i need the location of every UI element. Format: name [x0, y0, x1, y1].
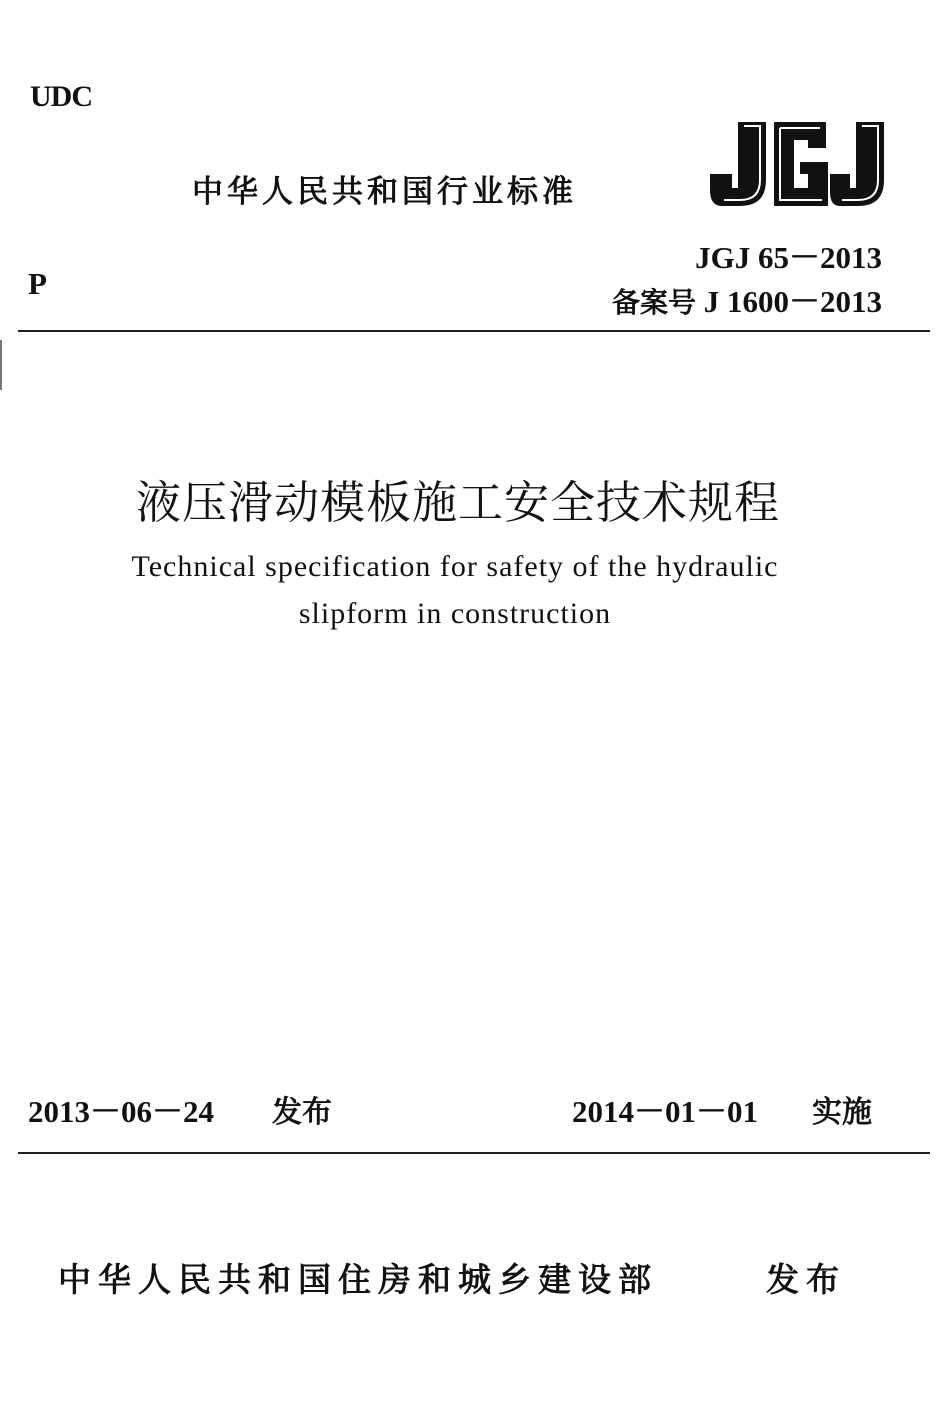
record-label: 备案号 [611, 286, 696, 319]
scan-edge-mark [0, 340, 2, 390]
logo-letter-j1 [710, 122, 766, 206]
udc-label: UDC [30, 80, 92, 113]
logo-letter-g [774, 122, 828, 206]
record-number: J 1600－2013 [703, 284, 882, 319]
record-number-line [612, 276, 882, 321]
title-english-line1: Technical specification for safety of the hydraulic [131, 550, 779, 583]
jgj-logo [708, 118, 888, 210]
publisher-name: 中华人民共和国住房和城乡建设部 [58, 1260, 658, 1299]
implement-label: 实施 [812, 1095, 872, 1130]
industry-standard-heading: 中华人民共和国行业标准 [192, 174, 577, 210]
implement-date: 2014－01－01 [572, 1094, 758, 1129]
title-chinese: 液压滑动模板施工安全技术规程 [135, 476, 780, 529]
title-english-line2: slipform in construction [298, 597, 612, 630]
publisher-action: 发布 [766, 1260, 846, 1299]
top-divider [18, 330, 930, 332]
issue-date: 2013－06－24 [28, 1094, 214, 1129]
logo-letter-j2 [830, 122, 884, 206]
classification-code: P [28, 266, 47, 301]
bottom-divider [18, 1152, 930, 1154]
logo-text: JGJ [797, 178, 799, 179]
issue-label: 发布 [272, 1095, 332, 1130]
standard-number: JGJ 65－2013 [695, 240, 882, 275]
